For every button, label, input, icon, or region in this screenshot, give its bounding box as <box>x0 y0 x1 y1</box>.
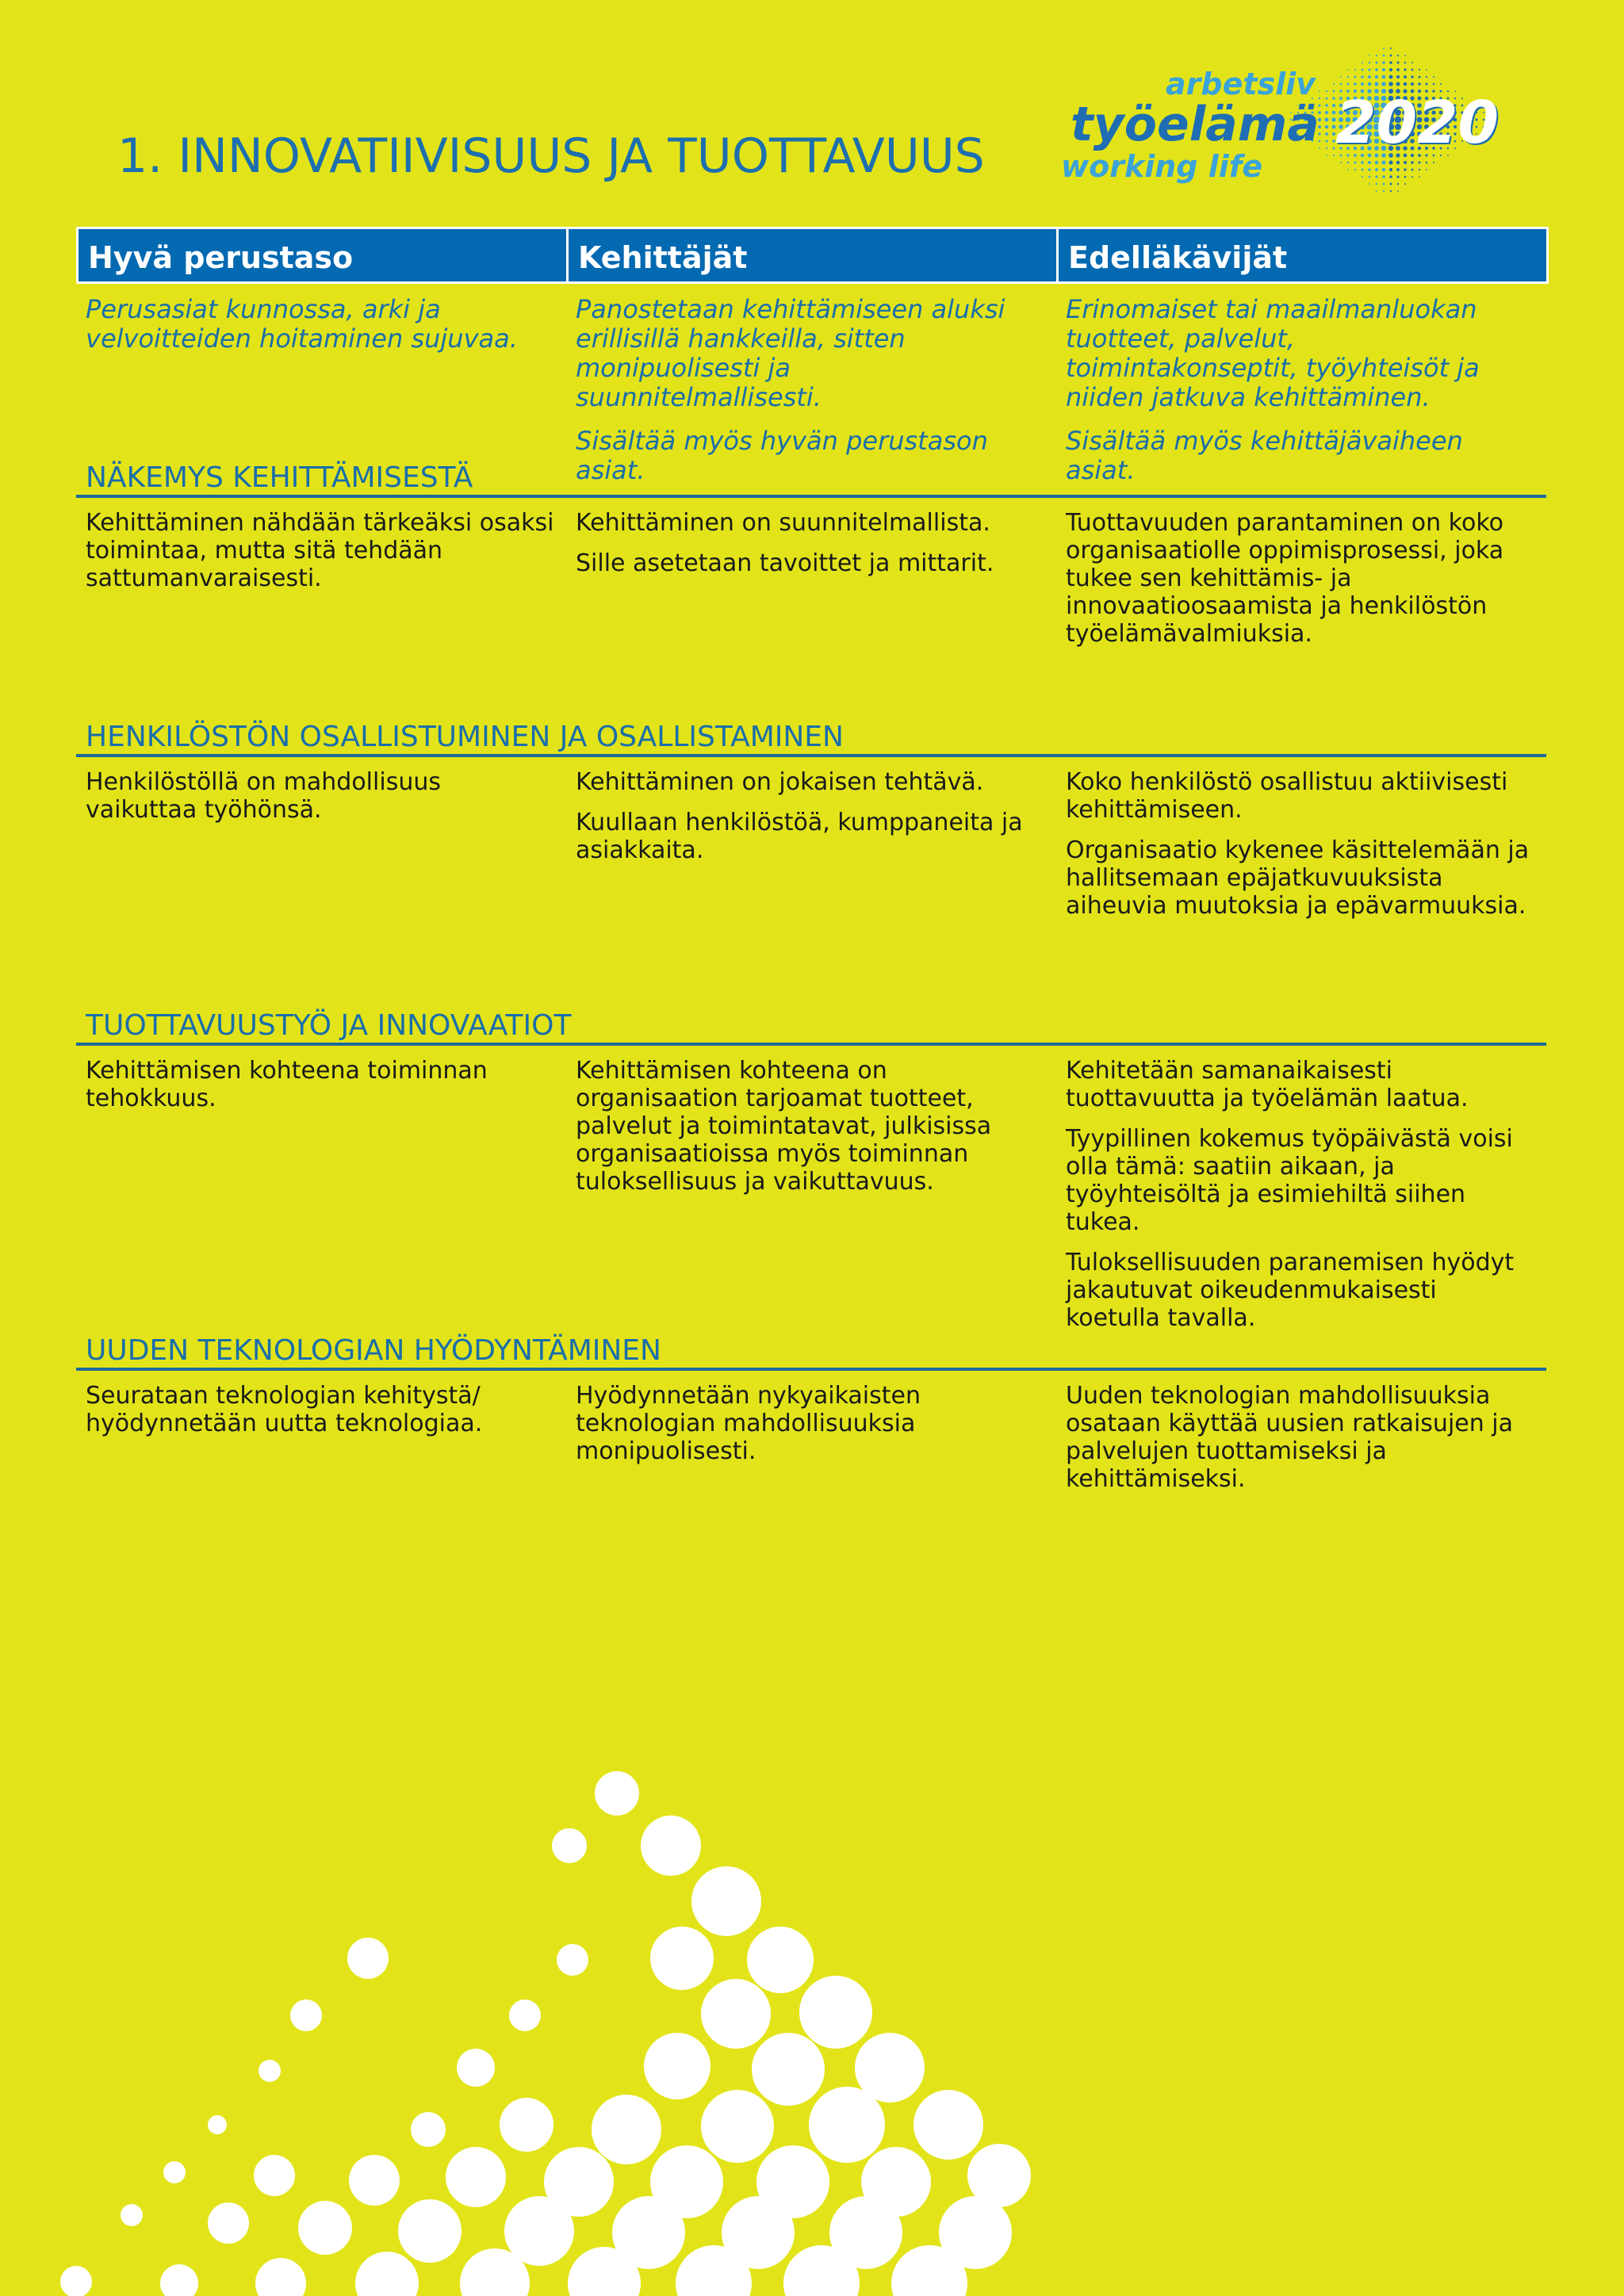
decorative-dot <box>160 2264 198 2296</box>
intro-text: Perusasiat kunnossa, arki ja velvoitteiden hoitaminen sujuvaa. <box>86 294 518 354</box>
decorative-dot <box>691 1866 761 1936</box>
logo-dot <box>1404 176 1407 178</box>
logo-dot <box>1388 82 1392 86</box>
logo-dot <box>1333 147 1335 150</box>
logo-dot <box>1411 69 1414 71</box>
cell-text: Kehittämisen kohteena toiminnan tehokkuus. <box>86 1057 488 1112</box>
decorative-dot <box>592 2095 661 2164</box>
logo-dot <box>1389 168 1392 171</box>
logo-dot <box>1368 161 1371 164</box>
cell-forerunners <box>1056 1382 1546 1506</box>
logo-dot <box>1419 169 1420 170</box>
logo-dot <box>1411 82 1414 86</box>
cell-forerunners <box>1056 1057 1546 1345</box>
cell-text: Uuden teknologian mahdollisuuksia osataan käyttää uusien ratkaisujen ja palvelujen tuottamiseksi ja kehittämiseksi. <box>1066 1382 1514 1493</box>
logo-dot <box>1333 83 1335 85</box>
decorative-dot <box>641 1816 701 1876</box>
decorative-dot <box>355 2252 419 2296</box>
logo-dot <box>1347 83 1350 86</box>
cell-text: Henkilöstöllä on mahdollisuus vaikuttaa työhönsä. <box>86 768 441 824</box>
intro-text: Sisältää myös hyvän perustason asiat. <box>576 426 988 485</box>
logo-dot <box>1362 69 1364 71</box>
logo-dot <box>1362 62 1363 63</box>
logo-dot <box>1404 82 1408 86</box>
logo-dot <box>1325 125 1328 128</box>
logo-dot <box>1361 82 1364 86</box>
decorative-dot <box>349 2155 400 2206</box>
page-title: 1. INNOVATIIVISUUS JA TUOTTAVUUS <box>117 128 985 184</box>
logo-dot <box>1375 68 1378 71</box>
logo-dot <box>1433 162 1434 163</box>
section-row-productivity <box>76 1057 1546 1345</box>
decorative-dot <box>254 2155 295 2196</box>
logo-dot <box>1325 118 1329 122</box>
logo-dot <box>1362 176 1363 178</box>
logo-dot <box>1325 104 1328 107</box>
decorative-dot <box>650 1927 714 1990</box>
logo-dot <box>1326 98 1328 100</box>
cell-basic <box>76 509 566 660</box>
decorative-dot <box>446 2147 506 2207</box>
logo-dot <box>1383 183 1385 186</box>
logo-dot <box>1325 140 1327 142</box>
logo-dot <box>1340 83 1342 86</box>
decorative-dot <box>557 1944 588 1976</box>
decorative-dot <box>411 2112 446 2147</box>
section-title-participation: HENKILÖSTÖN OSALLISTUMINEN JA OSALLISTAMINEN <box>76 719 1546 757</box>
column-header-row <box>76 227 1546 284</box>
logo-dot <box>1354 82 1356 85</box>
section-title-vision: NÄKEMYS KEHITTÄMISESTÄ <box>76 460 1546 498</box>
logo-dot <box>1326 147 1327 149</box>
logo-dot <box>1389 161 1393 165</box>
logo-dot <box>1411 161 1413 163</box>
logo-dot <box>1396 175 1399 178</box>
logo-dot <box>1397 183 1399 185</box>
cell-developers <box>566 1057 1056 1345</box>
logo-dot <box>1354 169 1356 170</box>
logo-dot <box>1325 132 1328 136</box>
logo-dot <box>1440 83 1442 85</box>
decorative-dot <box>457 2049 495 2087</box>
logo-dot <box>1397 62 1400 64</box>
cell-text: Kehittäminen nähdään tärkeäksi osaksi toimintaa, mutta sitä tehdään sattumanvaraisesti. <box>86 509 554 592</box>
logo-year: 2020 <box>1335 89 1499 157</box>
logo-dot <box>1404 161 1407 164</box>
logo-dot <box>1404 183 1406 185</box>
logo-dot <box>1411 176 1413 178</box>
logo-dot <box>1419 76 1421 78</box>
intro-text: Sisältää myös kehittäjävaiheen asiat. <box>1066 426 1463 485</box>
logo-dot <box>1382 161 1386 165</box>
decorative-dot <box>644 2033 710 2099</box>
decorative-dot <box>290 1999 322 2031</box>
section-row-vision <box>76 509 1546 660</box>
logo-dot <box>1419 69 1420 71</box>
logo-dot <box>1347 162 1349 163</box>
logo-dot <box>1404 168 1406 170</box>
logo-dot <box>1375 82 1379 86</box>
logo-dot <box>1404 55 1406 56</box>
cell-basic <box>76 1382 566 1506</box>
logo-dot <box>1382 175 1385 178</box>
logo-dot <box>1390 190 1392 192</box>
tyoelama-2020-logo <box>1061 32 1515 206</box>
cell-developers <box>566 509 1056 660</box>
decorative-dot <box>208 2202 249 2244</box>
logo-dot <box>1369 183 1370 185</box>
decorative-dot <box>259 2060 281 2082</box>
logo-dot <box>1326 90 1327 92</box>
logo-dot <box>1319 90 1320 92</box>
logo-dot <box>1425 82 1427 85</box>
logo-dot <box>1333 155 1335 156</box>
cell-text: Tuloksellisuuden paranemisen hyödyt jakautuvat oikeudenmukaisesti koetulla tavalla. <box>1066 1249 1515 1332</box>
decorative-dot <box>163 2161 186 2183</box>
logo-dot <box>1426 76 1427 78</box>
logo-dot <box>1383 190 1385 192</box>
decorative-dot <box>552 1828 587 1863</box>
decorative-dot <box>595 1771 639 1816</box>
logo-dot <box>1433 83 1435 86</box>
logo-dot <box>1369 62 1370 63</box>
logo-dot <box>1382 75 1386 79</box>
cell-basic <box>76 1057 566 1345</box>
cell-text: Kehitetään samanaikaisesti tuottavuutta ja työelämän laatua. <box>1066 1057 1469 1112</box>
logo-dot <box>1382 168 1385 171</box>
logo-dot <box>1411 62 1413 63</box>
logo-dot <box>1418 161 1420 163</box>
logo-dot <box>1396 82 1400 86</box>
decorative-dot <box>509 1999 541 2031</box>
logo-dot <box>1382 68 1385 71</box>
cell-forerunners <box>1056 768 1546 932</box>
logo-dot <box>1347 169 1349 170</box>
logo-dot <box>1369 176 1371 178</box>
decorative-dot <box>255 2258 306 2296</box>
logo-dot <box>1383 55 1385 57</box>
logo-dot <box>1404 62 1406 63</box>
column-header-basic: Hyvä perustaso <box>76 227 569 284</box>
logo-dot <box>1368 68 1370 71</box>
decorative-dot <box>809 2087 885 2163</box>
logo-dot <box>1426 162 1428 164</box>
logo-dot <box>1375 168 1378 171</box>
cell-text: Kehittäminen on jokaisen tehtävä. <box>576 768 984 796</box>
logo-dot <box>1361 75 1363 78</box>
decorative-dot <box>799 1976 872 2049</box>
decorative-dots-pattern <box>0 1728 1110 2296</box>
logo-dot <box>1390 48 1392 49</box>
logo-dot <box>1389 68 1392 71</box>
cell-basic <box>76 768 566 932</box>
logo-dot <box>1397 190 1399 192</box>
logo-dot <box>1426 169 1427 170</box>
cell-text: Kehittämisen kohteena on organisaation tarjoamat tuotteet, palvelut ja toimintatavat, julkisissa organisaatioissa myös toiminnan tuloksellisuus ja vaikuttavuus. <box>576 1057 992 1196</box>
cell-developers <box>566 768 1056 932</box>
logo-dot <box>1368 82 1371 86</box>
logo-dot <box>1396 168 1400 171</box>
decorative-dot <box>347 1938 389 1979</box>
logo-dot <box>1375 75 1378 78</box>
logo-dot <box>1376 190 1377 192</box>
cell-text: Kehittäminen on suunnitelmallista. <box>576 509 990 537</box>
decorative-dot <box>752 2033 825 2106</box>
section-row-participation <box>76 768 1546 932</box>
decorative-dot <box>208 2115 227 2134</box>
cell-developers <box>566 1382 1056 1506</box>
intro-text: Erinomaiset tai maailmanluokan tuotteet, palvelut, toimintakonseptit, työyhteisöt ja niiden jatkuva kehittäminen. <box>1066 294 1480 412</box>
logo-dot <box>1418 82 1421 86</box>
logo-dot <box>1381 82 1385 86</box>
logo-dot <box>1340 162 1342 163</box>
decorative-dot <box>121 2204 143 2226</box>
logo-dot <box>1340 76 1342 78</box>
logo-dot <box>1376 62 1378 64</box>
intro-text: Panostetaan kehittämiseen aluksi erillisillä hankkeilla, sitten monipuolisesti ja suunnitelmallisesti. <box>576 294 1005 412</box>
logo-line-working-life: working life <box>1061 149 1263 184</box>
logo-dot <box>1389 175 1392 178</box>
logo-dot <box>1376 183 1377 185</box>
section-title-productivity: TUOTTAVUUSTYÖ JA INNOVAATIOT <box>76 1008 1546 1046</box>
logo-dot <box>1404 68 1406 71</box>
cell-text: Sille asetetaan tavoittet ja mittarit. <box>576 549 994 577</box>
logo-dot <box>1375 161 1378 164</box>
logo-dot <box>1419 176 1420 178</box>
decorative-dot <box>398 2199 462 2263</box>
logo-dot <box>1325 111 1328 114</box>
logo-line-tyoelama: työelämä <box>1071 97 1320 152</box>
logo-dot <box>1396 68 1400 71</box>
column-header-forerunners: Edelläkävijät <box>1056 227 1549 284</box>
logo-dot <box>1368 168 1370 170</box>
logo-dot <box>1347 69 1349 71</box>
logo-dot <box>1396 161 1400 164</box>
logo-dot <box>1426 69 1427 71</box>
cell-text: Organisaatio kykenee käsittelemään ja hallitsemaan epäjatkuvuuksista aiheuvia muutoksia ja epävarmuuksia. <box>1066 836 1530 920</box>
cell-text: Tyypillinen kokemus työpäivästä voisi olla tämä: saatiin aikaan, ja työyhteisöltä ja esimiehiltä siihen tukea. <box>1066 1125 1513 1236</box>
logo-dot <box>1368 75 1371 78</box>
logo-dot <box>1411 75 1413 78</box>
logo-dot <box>1369 55 1370 56</box>
section-title-technology: UUDEN TEKNOLOGIAN HYÖDYNTÄMINEN <box>76 1333 1546 1371</box>
logo-dot <box>1404 75 1407 78</box>
logo-dot <box>1390 55 1392 57</box>
section-row-technology <box>76 1382 1546 1506</box>
column-header-developers: Kehittäjät <box>566 227 1059 284</box>
logo-dot <box>1326 155 1327 156</box>
logo-dot <box>1411 169 1414 171</box>
logo-dot <box>1347 76 1349 78</box>
logo-dot <box>1397 55 1399 56</box>
decorative-dot <box>701 2090 774 2163</box>
logo-dot <box>1333 90 1335 93</box>
cell-text: Hyödynnetään nykyaikaisten teknologian mahdollisuuksia monipuolisesti. <box>576 1382 921 1465</box>
decorative-dot <box>701 1979 771 2049</box>
decorative-dot <box>747 1927 814 1993</box>
decorative-dot <box>500 2098 553 2152</box>
logo-dot <box>1354 69 1356 71</box>
logo-dot <box>1396 75 1400 78</box>
decorative-dot <box>60 2266 92 2296</box>
logo-line-arbetsliv: arbetsliv <box>1166 67 1316 101</box>
cell-text: Seurataan teknologian kehitystä/ hyödynnetään uutta teknologiaa. <box>86 1382 483 1437</box>
cell-text: Kuullaan henkilöstöä, kumppaneita ja asiakkaita. <box>576 809 1023 864</box>
logo-dot <box>1376 55 1377 56</box>
cell-forerunners <box>1056 509 1546 660</box>
logo-dot <box>1389 61 1392 63</box>
logo-dot <box>1362 169 1364 171</box>
logo-dot <box>1354 162 1357 164</box>
logo-dot <box>1383 48 1385 49</box>
logo-dot <box>1361 161 1363 163</box>
logo-dot <box>1390 183 1392 186</box>
decorative-dot <box>298 2201 352 2255</box>
cell-text: Tuottavuuden parantaminen on koko organisaatiolle oppimisprosessi, joka tukee sen kehittämis- ja innovaatioosaamista ja henkilöstön työelämävalmiuksia. <box>1066 509 1504 648</box>
decorative-dot <box>914 2090 983 2160</box>
logo-dot <box>1433 76 1434 78</box>
logo-dot <box>1375 175 1377 178</box>
logo-dot <box>1382 61 1385 63</box>
cell-text: Koko henkilöstö osallistuu aktiivisesti kehittämiseen. <box>1066 768 1508 824</box>
logo-dot <box>1354 76 1357 78</box>
logo-dot <box>1389 75 1393 79</box>
